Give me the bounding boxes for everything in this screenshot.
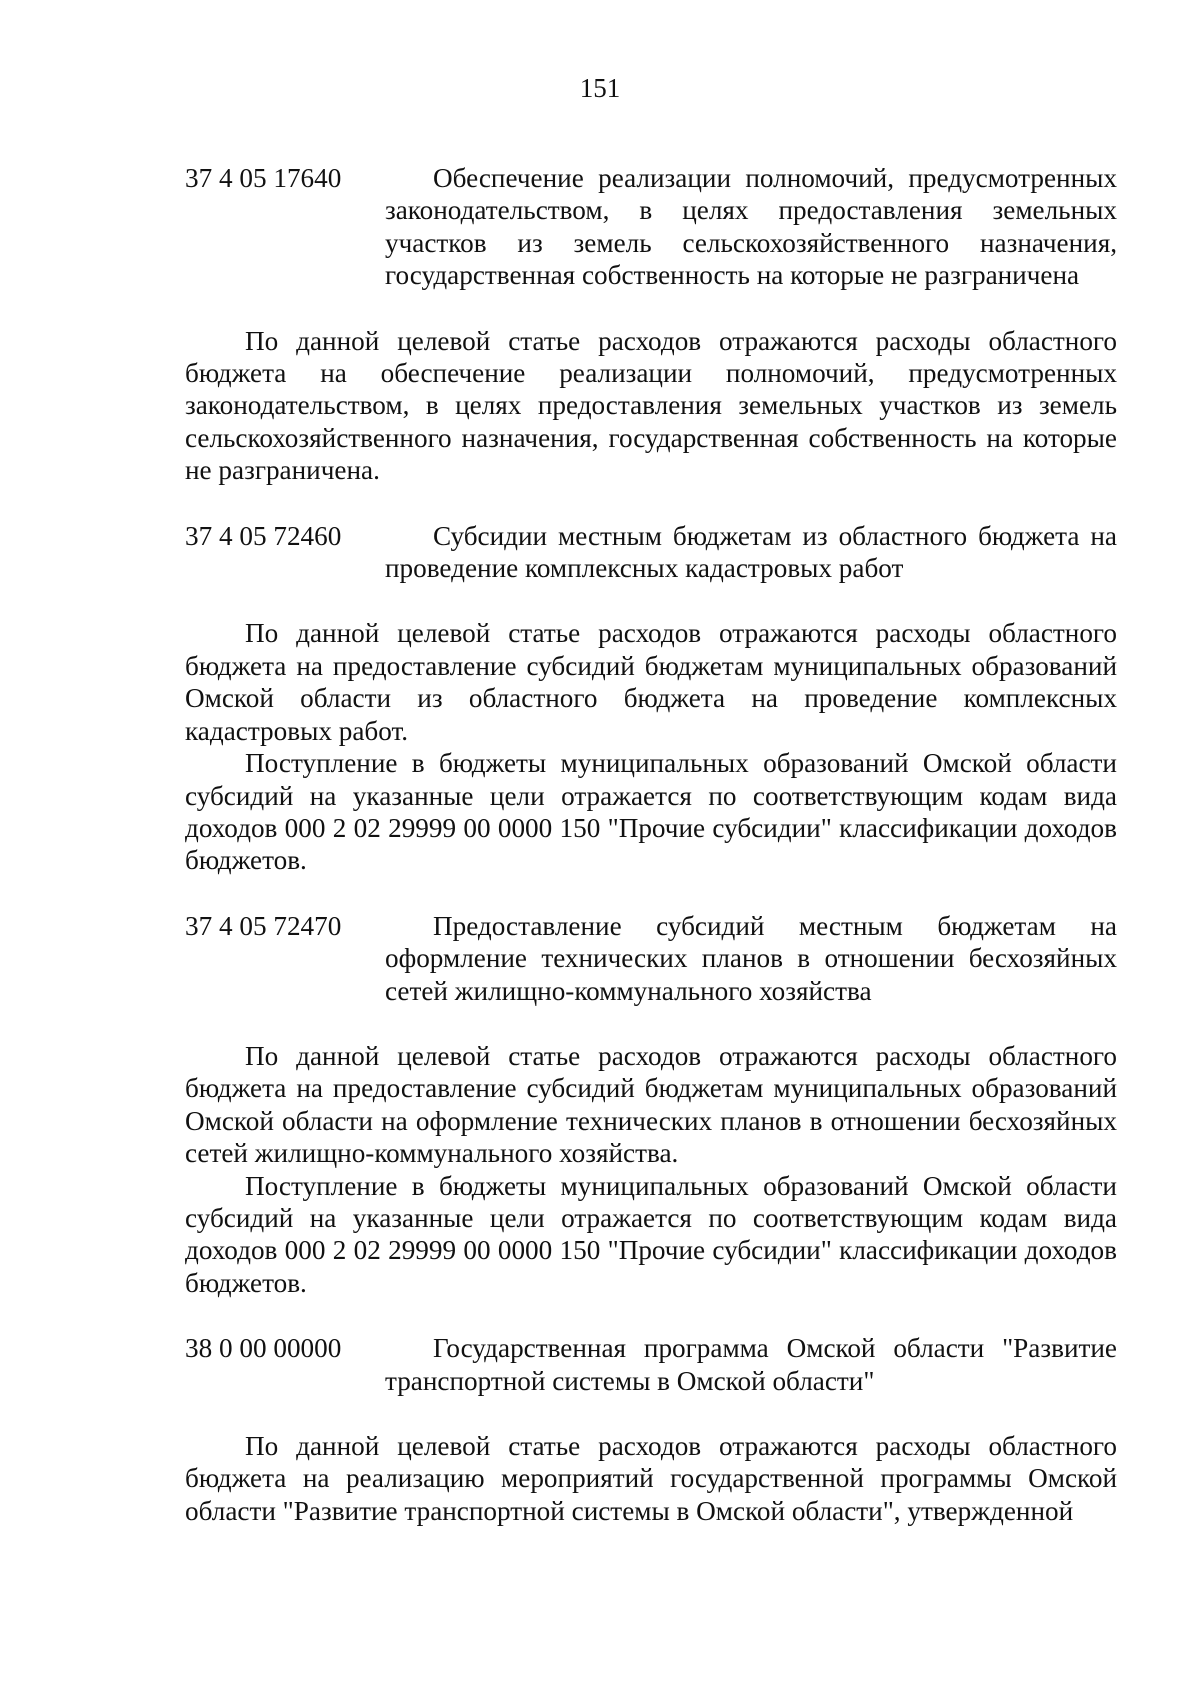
article-code: 37 4 05 72470	[185, 910, 342, 941]
article-description: По данной целевой статье расходов отражаются расходы областного бюджета на реализацию мероприятий государственной программы Омской области "Развитие транспортной системы в Омской области", утвержденной	[185, 1431, 1117, 1526]
article-description: Поступление в бюджеты муниципальных образований Омской области субсидий на указанные цели отражается по соответствующим кодам вида доходов 000 2 02 29999 00 0000 150 "Прочие субсидии" классификации доходов бюджетов.	[185, 1170, 1117, 1298]
article-code: 37 4 05 72460	[185, 520, 342, 551]
article-description: Поступление в бюджеты муниципальных образований Омской области субсидий на указанные цели отражается по соответствующим кодам вида доходов 000 2 02 29999 00 0000 150 "Прочие субсидии" классификации доходов бюджетов.	[185, 748, 1117, 876]
article-title: Предоставление субсидий местным бюджетам на оформление технических планов в отношении бесхозяйных сетей жилищно-коммунального хозяйства	[385, 910, 1117, 1006]
budget-article-entry	[185, 1332, 1117, 1397]
article-code: 37 4 05 17640	[185, 163, 342, 193]
page-number: 151	[579, 73, 621, 103]
article-code: 38 0 00 00000	[185, 1333, 342, 1364]
article-description: По данной целевой статье расходов отражаются расходы областного бюджета на предоставление субсидий бюджетам муниципальных образований Омской области из областного бюджета на проведение комплексных кадастровых работ.	[185, 618, 1117, 746]
article-description: По данной целевой статье расходов отражаются расходы областного бюджета на предоставление субсидий бюджетам муниципальных образований Омской области на оформление технических планов в отношении бесхозяйных сетей жилищно-коммунального хозяйства.	[185, 1040, 1117, 1169]
budget-article-entry	[185, 520, 1117, 585]
article-description: По данной целевой статье расходов отражаются расходы областного бюджета на обеспечение реализации полномочий, предусмотренных законодательством, в целях предоставления земельных участков из земель сельскохозяйственного назначения, государственная собственность на которые не разграничена.	[185, 325, 1117, 486]
document-body	[185, 162, 1117, 1527]
article-title: Государственная программа Омской области "Развитие транспортной системы в Омской области"	[385, 1333, 1117, 1396]
budget-article-entry	[185, 162, 1117, 292]
budget-article-entry	[185, 910, 1117, 1007]
article-title: Субсидии местным бюджетам из областного бюджета на проведение комплексных кадастровых работ	[385, 520, 1117, 584]
article-title: Обеспечение реализации полномочий, предусмотренных законодательством, в целях предоставления земельных участков из земель сельскохозяйственного назначения, государственная собственность на которые не разграничена	[385, 163, 1117, 291]
